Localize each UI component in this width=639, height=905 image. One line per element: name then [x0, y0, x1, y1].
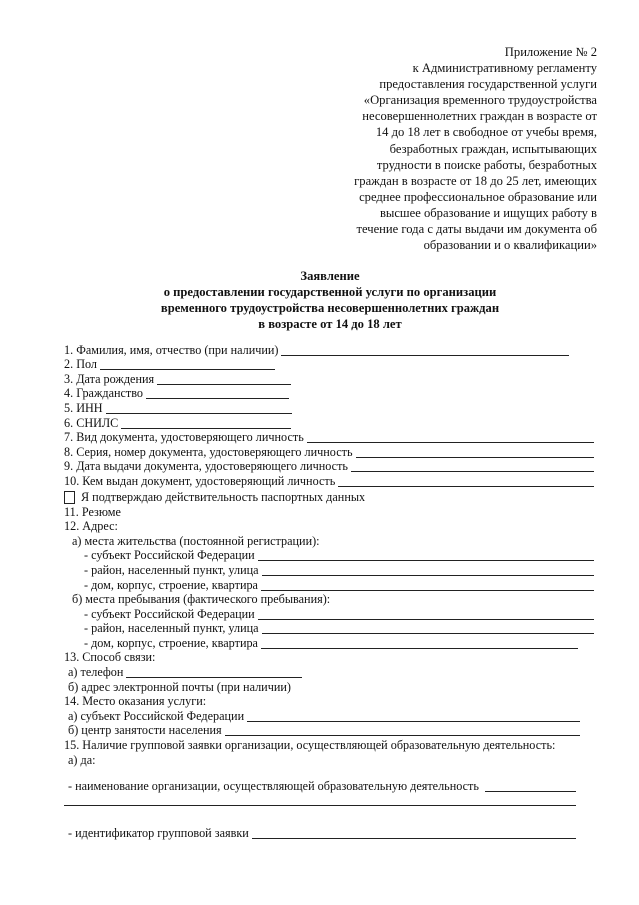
- field-phone[interactable]: [64, 665, 594, 680]
- field-label: 10. Кем выдан документ, удостоверяющий личность: [64, 473, 336, 488]
- field-label: - наименование организации, осуществляющей образовательную деятельность: [68, 779, 479, 794]
- appendix-line: несовершеннолетних граждан в возрасте от: [362, 109, 597, 124]
- appendix-line: к Административному регламенту: [412, 61, 597, 76]
- field-residence-district[interactable]: [64, 563, 594, 578]
- field-label: 11. Резюме: [64, 504, 121, 519]
- document-title: [60, 268, 600, 332]
- field-resume: [64, 505, 594, 520]
- section-group-application: [64, 738, 594, 753]
- section-contact: [64, 651, 594, 666]
- input-line[interactable]: [258, 619, 594, 620]
- field-id-document-issuer[interactable]: [64, 474, 594, 489]
- appendix-line: «Организация временного трудоустройства: [363, 93, 597, 108]
- field-label: 8. Серия, номер документа, удостоверяющего личность: [64, 444, 353, 459]
- field-label: 1. Фамилия, имя, отчество (при наличии): [64, 342, 279, 357]
- input-line[interactable]: [100, 369, 275, 370]
- title-line: в возрасте от 14 до 18 лет: [258, 317, 402, 331]
- appendix-reference: [297, 44, 597, 253]
- appendix-line: граждан в возрасте от 18 до 25 лет, имеющих: [354, 173, 597, 188]
- field-label: 6. СНИЛС: [64, 415, 119, 430]
- field-email[interactable]: [64, 680, 594, 695]
- field-snils[interactable]: [64, 416, 594, 431]
- input-line[interactable]: [338, 486, 594, 487]
- field-stay-subject[interactable]: [64, 607, 594, 622]
- field-gender[interactable]: [64, 358, 594, 373]
- field-employment-center[interactable]: [64, 724, 594, 739]
- field-label: 3. Дата рождения: [64, 371, 155, 386]
- appendix-line: течение года с даты выдачи им документа об: [356, 222, 597, 237]
- confirm-passport-checkbox[interactable]: [64, 491, 75, 504]
- field-full-name[interactable]: [64, 343, 594, 358]
- subsection-stay: [64, 593, 594, 608]
- field-label: б) центр занятости населения: [68, 723, 222, 738]
- section-address: [64, 520, 594, 535]
- input-line[interactable]: [281, 355, 569, 356]
- confirm-passport-row[interactable]: [64, 489, 594, 505]
- input-line[interactable]: [261, 648, 578, 649]
- input-line[interactable]: [64, 805, 576, 806]
- field-label: а) субъект Российской Федерации: [68, 708, 245, 723]
- input-line[interactable]: [307, 442, 594, 443]
- appendix-line: трудности в поиске работы, безработных: [376, 157, 597, 172]
- field-citizenship[interactable]: [64, 387, 594, 402]
- input-line[interactable]: [106, 413, 292, 414]
- field-birth-date[interactable]: [64, 372, 594, 387]
- appendix-line: образовании и о квалификации»: [423, 238, 597, 253]
- input-line[interactable]: [121, 428, 291, 429]
- title-line: временного трудоустройства несовершеннолетних граждан: [160, 301, 500, 315]
- appendix-line: безработных граждан, испытывающих: [389, 141, 597, 156]
- input-line[interactable]: [356, 457, 595, 458]
- section-label: 12. Адрес:: [64, 519, 118, 534]
- field-organization-name[interactable]: [64, 780, 594, 795]
- field-service-subject[interactable]: [64, 709, 594, 724]
- field-organization-name-continued[interactable]: [64, 794, 594, 808]
- input-line[interactable]: [262, 575, 594, 576]
- field-label: б) адрес электронной почты (при наличии): [68, 679, 291, 694]
- input-line[interactable]: [485, 791, 576, 792]
- input-line[interactable]: [157, 384, 291, 385]
- field-label: 2. Пол: [64, 357, 98, 372]
- field-label: - район, населенный пункт, улица: [84, 621, 259, 636]
- input-line[interactable]: [262, 633, 594, 634]
- field-label: - субъект Российской Федерации: [84, 606, 255, 621]
- field-label: а) телефон: [68, 665, 124, 680]
- field-id-document-type[interactable]: [64, 431, 594, 446]
- field-label: - дом, корпус, строение, квартира: [84, 635, 258, 650]
- option-label: а) да:: [68, 752, 96, 767]
- field-label: - район, населенный пункт, улица: [84, 562, 259, 577]
- field-stay-house[interactable]: [64, 636, 594, 651]
- input-line[interactable]: [225, 735, 580, 736]
- field-stay-district[interactable]: [64, 622, 594, 637]
- field-inn[interactable]: [64, 401, 594, 416]
- input-line[interactable]: [247, 721, 580, 722]
- field-id-document-number[interactable]: [64, 445, 594, 460]
- field-residence-house[interactable]: [64, 578, 594, 593]
- section-service-location: [64, 695, 594, 710]
- option-yes: [64, 753, 594, 768]
- appendix-line: среднее профессиональное образование или: [359, 189, 597, 204]
- subsection-label: а) места жительства (постоянной регистрации):: [72, 533, 320, 548]
- field-label: 7. Вид документа, удостоверяющего личность: [64, 430, 304, 445]
- field-label: 4. Гражданство: [64, 386, 144, 401]
- appendix-line: предоставления государственной услуги: [379, 77, 597, 92]
- confirm-passport-label: Я подтверждаю действительность паспортных данных: [81, 489, 366, 504]
- section-label: 15. Наличие групповой заявки организации, осуществляющей образовательную деятельность:: [64, 738, 556, 753]
- field-residence-subject[interactable]: [64, 549, 594, 564]
- subsection-label: б) места пребывания (фактического пребывания):: [72, 592, 331, 607]
- section-label: 13. Способ связи:: [64, 650, 156, 665]
- appendix-line: 14 до 18 лет в свободное от учебы время,: [375, 125, 597, 140]
- field-group-application-id[interactable]: [64, 826, 594, 841]
- input-line[interactable]: [351, 471, 594, 472]
- field-label: - субъект Российской Федерации: [84, 548, 255, 563]
- title-line: Заявление: [300, 269, 360, 283]
- appendix-line: Приложение № 2: [504, 45, 597, 59]
- subsection-residence: [64, 534, 594, 549]
- input-line[interactable]: [258, 560, 594, 561]
- title-line: о предоставлении государственной услуги по организации: [163, 285, 497, 299]
- field-label: - идентификатор групповой заявки: [68, 825, 249, 840]
- application-form: [64, 343, 594, 841]
- appendix-line: высшее образование и ищущих работу в: [379, 205, 597, 220]
- field-label: 9. Дата выдачи документа, удостоверяющего личность: [64, 459, 348, 474]
- field-id-document-date[interactable]: [64, 460, 594, 475]
- field-label: 5. ИНН: [64, 400, 103, 415]
- field-label: - дом, корпус, строение, квартира: [84, 577, 258, 592]
- input-line[interactable]: [261, 590, 594, 591]
- input-line[interactable]: [146, 398, 289, 399]
- section-label: 14. Место оказания услуги:: [64, 694, 207, 709]
- input-line[interactable]: [126, 677, 302, 678]
- input-line[interactable]: [252, 838, 576, 839]
